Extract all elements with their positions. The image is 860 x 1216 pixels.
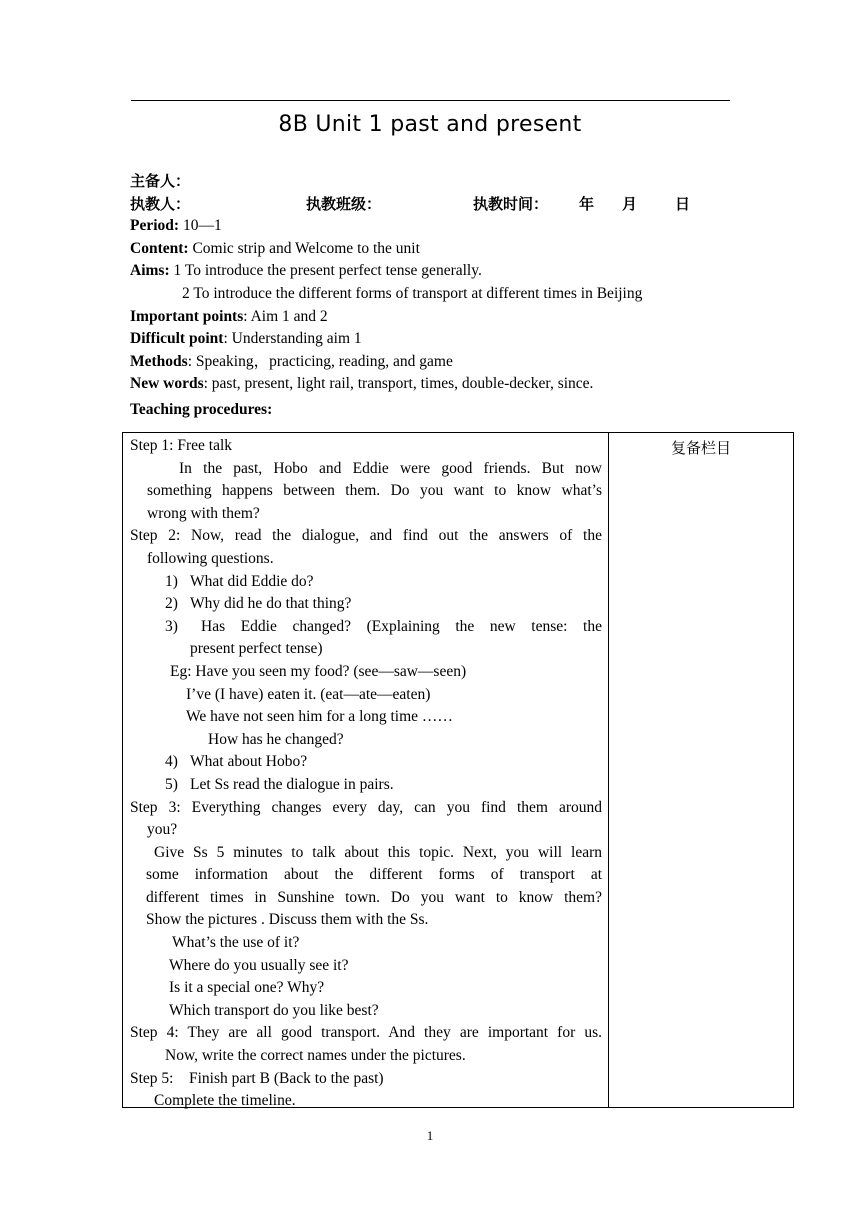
discussion-2: Where do you usually see it? xyxy=(169,956,349,974)
step-1-text-3: wrong with them? xyxy=(147,504,260,522)
step-2-text: following questions. xyxy=(147,549,274,567)
question-2-text: Why did he do that thing? xyxy=(190,595,352,613)
document-title: 8B Unit 1 past and present xyxy=(278,112,582,137)
newwords-label: New words xyxy=(130,375,204,393)
newwords-line xyxy=(130,373,750,396)
step-3-text-1: you? xyxy=(147,821,178,839)
procedures-label: Teaching procedures: xyxy=(130,400,273,418)
question-3-number: 3) xyxy=(165,617,178,635)
step-4-text: Now, write the correct names under the pictures. xyxy=(165,1047,466,1065)
important-line xyxy=(130,306,750,329)
period-line xyxy=(130,215,750,238)
preparer-label: 主备人： xyxy=(130,172,191,190)
question-4-text: What about Hobo? xyxy=(190,753,308,771)
discussion-1: What’s the use of it? xyxy=(172,934,300,952)
aim-2: 2 To introduce the different forms of transport at different times in Beijing xyxy=(182,284,643,302)
important-label: Important points xyxy=(130,307,244,325)
step-1-heading: Step 1: Free talk xyxy=(130,437,233,454)
step-3-text-2: Give Ss 5 minutes to talk about this topic. Next, you will learn xyxy=(154,843,602,861)
newwords-value: : past, present, light rail, transport, times, double-decker, since. xyxy=(203,375,594,393)
question-5-text: Let Ss read the dialogue in pairs. xyxy=(190,775,394,793)
procedure-column xyxy=(130,435,602,1113)
question-2 xyxy=(130,593,602,616)
step-5-text: Complete the timeline. xyxy=(154,1092,296,1110)
question-4-number: 4) xyxy=(165,753,178,771)
preparer-line xyxy=(130,170,750,193)
difficult-label: Difficult point xyxy=(130,330,224,348)
question-5-number: 5) xyxy=(165,775,178,793)
step-3-heading: Step 3: Everything changes every day, can you find them around xyxy=(130,798,602,816)
page-number: 1 xyxy=(426,1128,434,1143)
question-1-text: What did Eddie do? xyxy=(190,572,314,590)
step-1-text-2: something happens between them. Do you want to know what’s xyxy=(147,482,602,500)
example-1: Eg: Have you seen my food? (see—saw—seen) xyxy=(170,662,467,680)
discussion-4: Which transport do you like best? xyxy=(169,1001,379,1019)
example-3: We have not seen him for a long time …… xyxy=(186,708,453,726)
review-column-header: 复备栏目 xyxy=(670,439,731,457)
important-value: : Aim 1 and 2 xyxy=(243,307,328,325)
period-label: Period: xyxy=(130,217,180,235)
year-label: 年 xyxy=(579,194,595,213)
step-1-text-1: In the past, Hobo and Eddie were good friends. But now xyxy=(179,459,602,477)
teacher-label: 执教人： xyxy=(130,194,191,213)
period-value: 10—1 xyxy=(179,217,222,235)
step-3-text-5: Show the pictures . Discuss them with the Ss. xyxy=(146,911,429,929)
procedures-heading xyxy=(130,399,750,422)
methods-value: : Speaking，practicing, reading, and game xyxy=(187,352,453,370)
content-label: Content: xyxy=(130,239,189,257)
teacher-line xyxy=(130,193,750,216)
example-2: I’ve (I have) eaten it. (eat—ate—eaten) xyxy=(186,685,431,703)
step-3-text-3: some information about the different forms of transport at xyxy=(146,866,602,884)
lesson-header xyxy=(130,170,750,422)
difficult-value: : Understanding aim 1 xyxy=(223,330,362,348)
step-3-text-4: different times in Sunshine town. Do you want to know them? xyxy=(146,888,602,906)
aims-line xyxy=(130,260,750,283)
question-2-number: 2) xyxy=(165,595,178,613)
methods-label: Methods xyxy=(130,352,188,370)
month-label: 月 xyxy=(622,194,638,213)
question-4 xyxy=(130,751,602,774)
question-3 xyxy=(130,616,602,639)
column-divider xyxy=(608,433,609,1107)
header-rule xyxy=(131,100,730,101)
day-label: 日 xyxy=(675,194,691,213)
step-4-heading: Step 4: They are all good transport. And they are important for us. xyxy=(130,1024,602,1042)
class-label: 执教班级： xyxy=(306,194,382,213)
content-line xyxy=(130,238,750,261)
difficult-line xyxy=(130,328,750,351)
question-1-number: 1) xyxy=(165,572,178,590)
step-5-heading: Step 5: Finish part B (Back to the past) xyxy=(130,1069,384,1087)
question-1 xyxy=(130,571,602,594)
aim-1: 1 To introduce the present perfect tense generally. xyxy=(169,262,482,280)
methods-line xyxy=(130,351,750,374)
time-label: 执教时间： xyxy=(473,194,549,213)
question-5 xyxy=(130,774,602,797)
discussion-3: Is it a special one? Why? xyxy=(169,979,325,997)
procedures-table xyxy=(122,432,794,1108)
example-4: How has he changed? xyxy=(208,730,344,748)
step-2-heading: Step 2: Now, read the dialogue, and find out the answers of the xyxy=(130,527,602,545)
content-value: Comic strip and Welcome to the unit xyxy=(188,239,420,257)
aims-label: Aims: xyxy=(130,262,170,280)
question-3-text-2: present perfect tense) xyxy=(190,640,323,658)
question-3-text: Has Eddie changed? (Explaining the new tense: the xyxy=(201,617,602,635)
